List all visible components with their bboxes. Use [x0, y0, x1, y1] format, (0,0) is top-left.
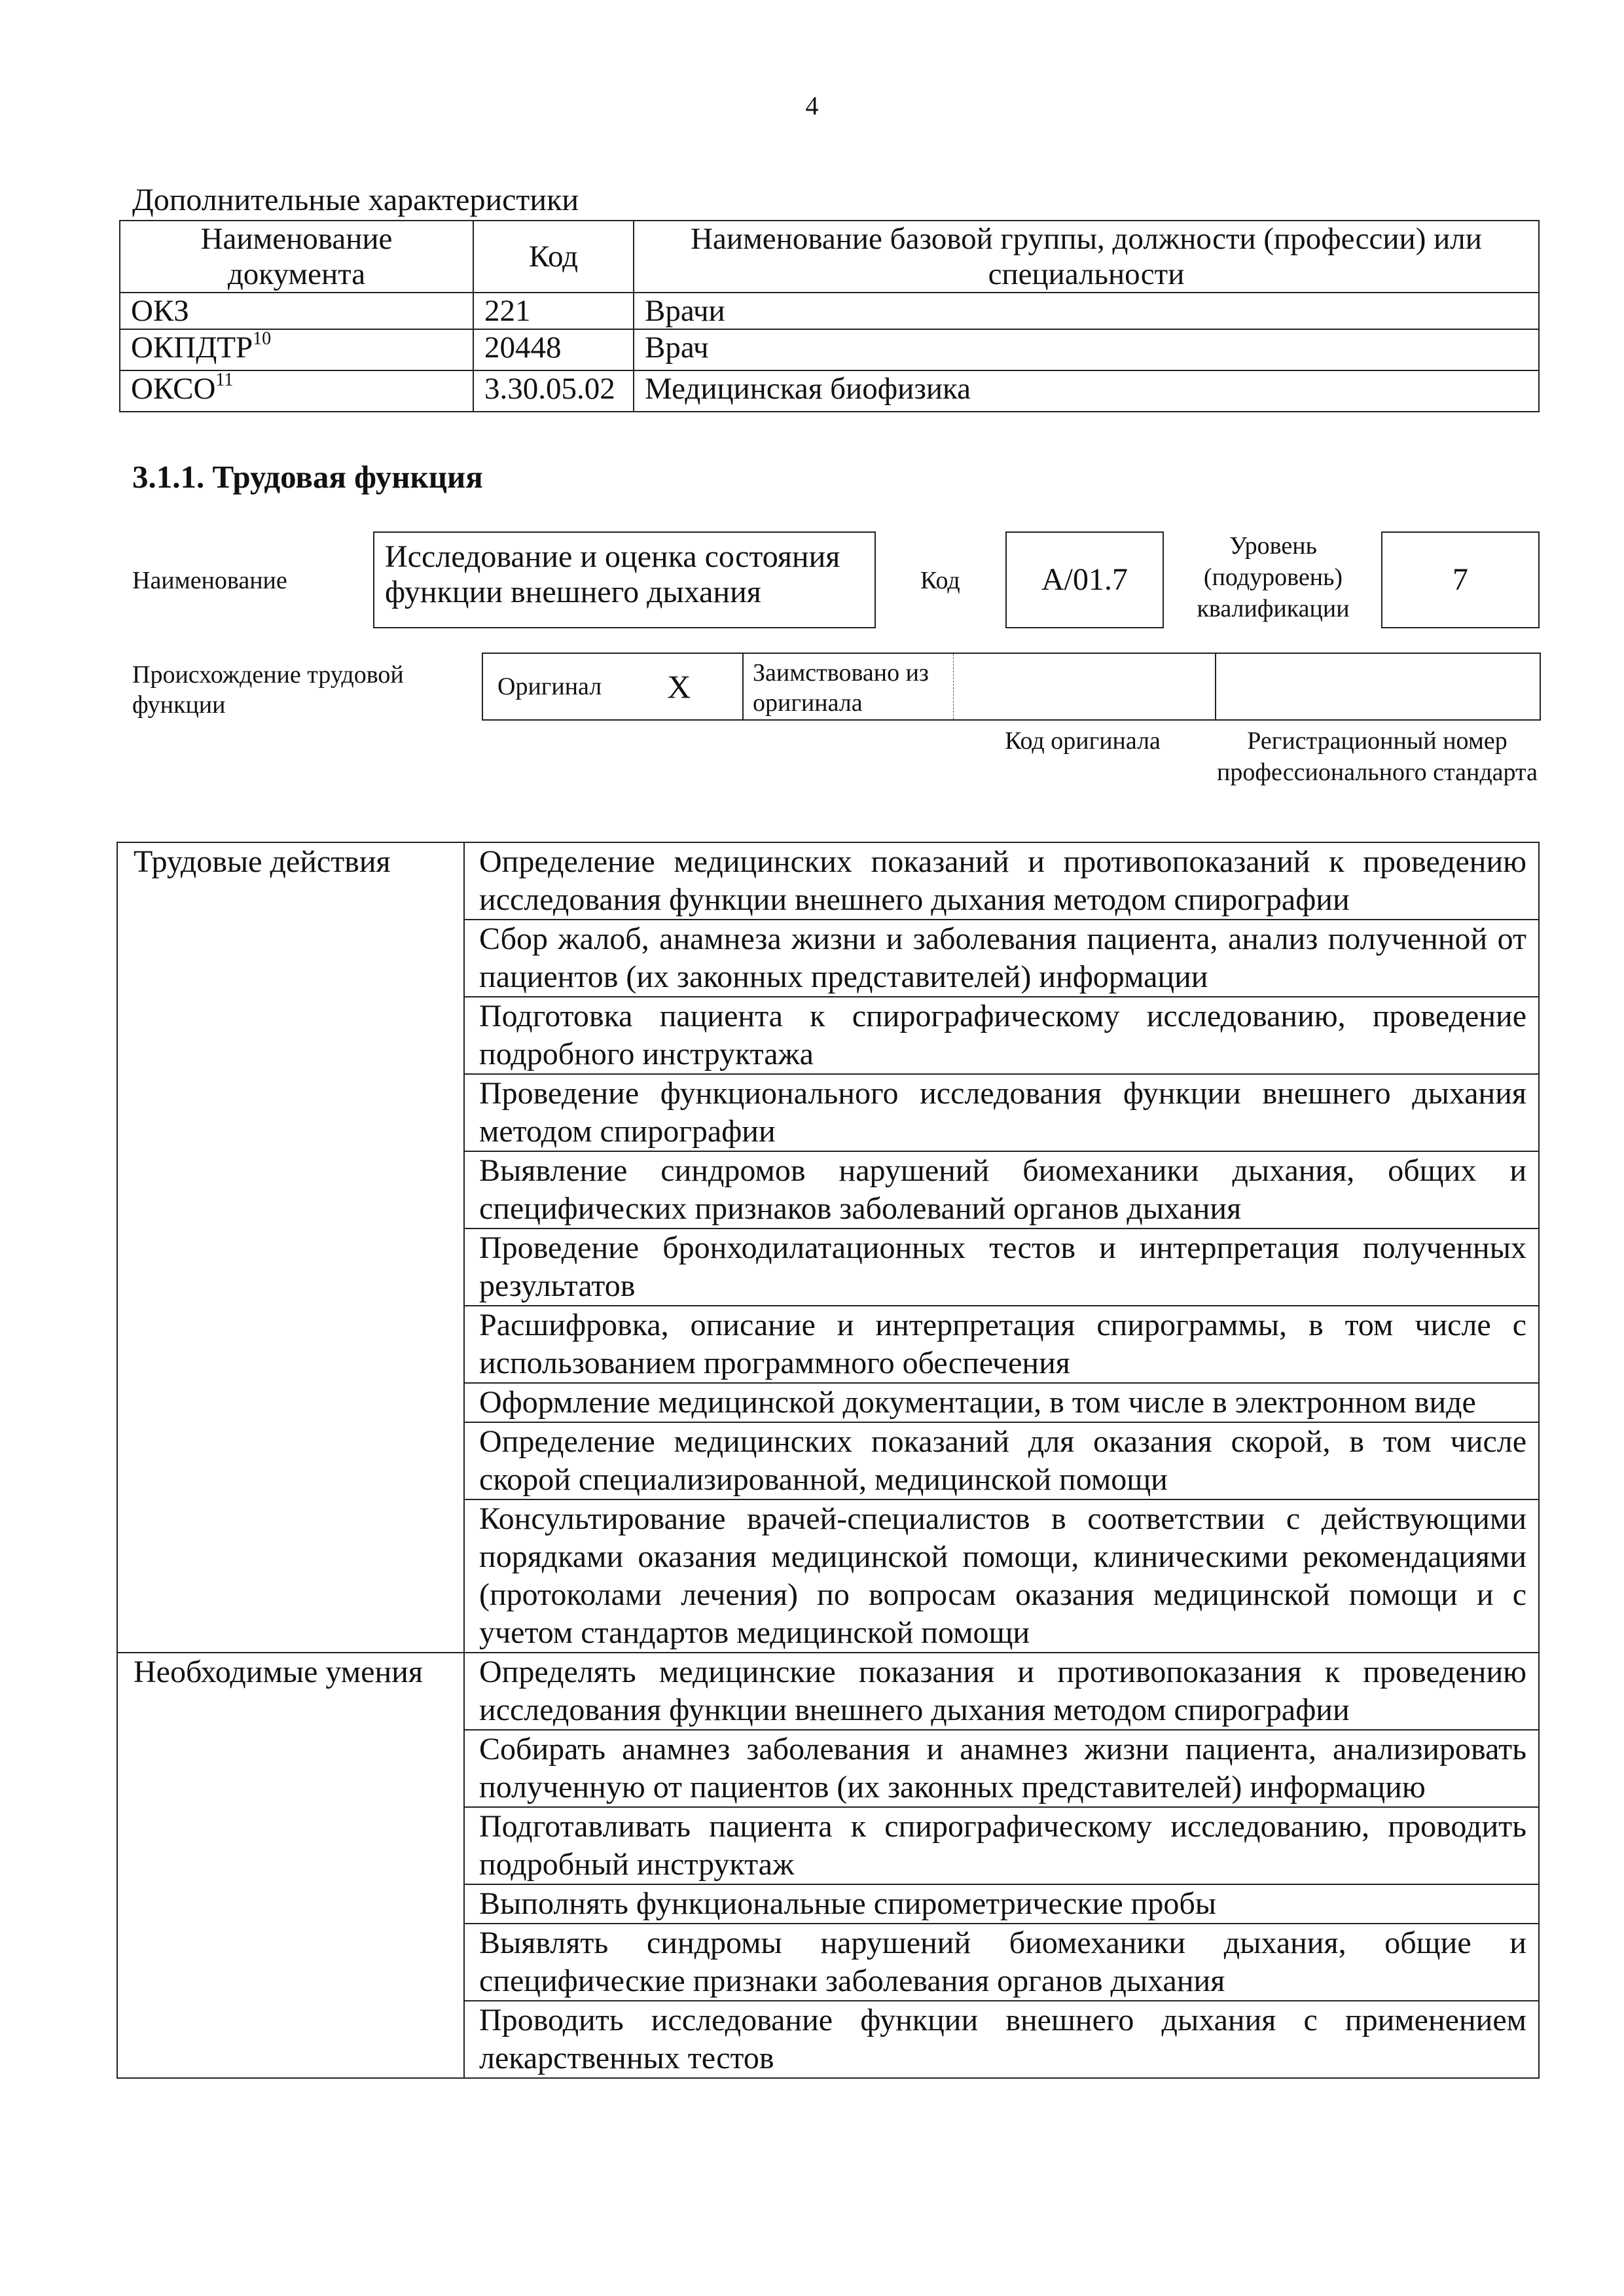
table-row	[120, 370, 1539, 412]
original-mark: X	[667, 668, 691, 705]
list-item: Определение медицинских показаний и противопоказаний к проведению исследования функции внешнего дыхания методом спирографии	[464, 842, 1539, 920]
row-code: 20448	[473, 329, 634, 370]
doc-label: ОКЗ	[131, 294, 189, 328]
list-item: Выполнять функциональные спирометрические пробы	[464, 1884, 1539, 1924]
required-skills-label: Необходимые умения	[117, 1653, 464, 2078]
origin-row	[482, 653, 1541, 721]
list-item: Оформление медицинской документации, в том числе в электронном виде	[464, 1383, 1539, 1422]
section-title: 3.1.1. Трудовая функция	[132, 459, 483, 495]
footnote-ref: 11	[215, 370, 234, 390]
footnote-ref: 10	[253, 329, 272, 349]
list-item: Консультирование врачей-специалистов в соответствии с действующими порядками оказания медицинской помощи, клиническими рекомендациями (протоколами лечения) по вопросам оказания медицинской помощи и с учетом стандартов медицинской помощи	[464, 1499, 1539, 1653]
labor-function-table	[117, 842, 1540, 2079]
list-item: Выявлять синдромы нарушений биомеханики дыхания, общие и специфические признаки заболевания органов дыхания	[464, 1924, 1539, 2001]
row-code: 221	[473, 293, 634, 329]
list-item: Подготовка пациента к спирографическому исследованию, проведение подробного инструктажа	[464, 997, 1539, 1074]
header-document: Наименование документа	[120, 221, 473, 293]
list-item: Подготавливать пациента к спирографическому исследованию, проводить подробный инструктаж	[464, 1807, 1539, 1884]
code-original-caption: Код оригинала	[1005, 727, 1161, 755]
function-name-box: Исследование и оценка состояния функции внешнего дыхания	[373, 531, 876, 628]
labor-actions-label: Трудовые действия	[117, 842, 464, 1653]
list-item: Определение медицинских показаний для оказания скорой, в том числе скорой специализированной, медицинской помощи	[464, 1422, 1539, 1499]
qualification-level-label: Уровень (подуровень) квалификации	[1197, 532, 1350, 622]
original-code-cell	[953, 654, 1215, 719]
row-code: 3.30.05.02	[473, 370, 634, 412]
name-label: Наименование	[132, 567, 287, 594]
row-name: Врач	[634, 329, 1539, 370]
registration-number-caption: Регистрационный номер профессионального стандарта	[1217, 727, 1538, 786]
doc-label: ОКПДТР	[131, 331, 253, 365]
row-doc	[120, 293, 473, 329]
list-item: Расшифровка, описание и интерпретация спирограммы, в том числе с использованием программного обеспечения	[464, 1306, 1539, 1383]
list-item: Собирать анамнез заболевания и анамнез жизни пациента, анализировать полученную от пациентов (их законных представителей) информацию	[464, 1730, 1539, 1807]
borrowed-label: Заимствовано из оригинала	[742, 654, 953, 719]
list-item: Определять медицинские показания и противопоказания к проведению исследования функции внешнего дыхания методом спирографии	[464, 1653, 1539, 1730]
original-label: Оригинал	[497, 673, 602, 700]
additional-characteristics-table	[119, 220, 1540, 412]
additional-characteristics-title: Дополнительные характеристики	[132, 183, 579, 217]
code-label: Код	[920, 567, 960, 594]
list-item: Сбор жалоб, анамнеза жизни и заболевания пациента, анализ полученной от пациентов (их законных представителей) информации	[464, 920, 1539, 997]
table-header-row	[120, 221, 1539, 293]
function-code-box: A/01.7	[1005, 531, 1164, 628]
original-cell	[483, 654, 742, 719]
table-row	[117, 1653, 1539, 1730]
list-item: Выявление синдромов нарушений биомеханики дыхания, общих и специфических признаков заболеваний органов дыхания	[464, 1151, 1539, 1229]
list-item: Проведение бронходилатационных тестов и интерпретация полученных результатов	[464, 1229, 1539, 1306]
qualification-level-box: 7	[1381, 531, 1540, 628]
list-item: Проведение функционального исследования функции внешнего дыхания методом спирографии	[464, 1074, 1539, 1151]
table-row	[120, 329, 1539, 370]
registration-number-cell	[1215, 654, 1540, 719]
row-doc	[120, 329, 473, 370]
origin-label: Происхождение трудовой функции	[132, 661, 404, 719]
header-group-name: Наименование базовой группы, должности (профессии) или специальности	[634, 221, 1539, 293]
row-name: Врачи	[634, 293, 1539, 329]
list-item: Проводить исследование функции внешнего дыхания с применением лекарственных тестов	[464, 2001, 1539, 2078]
table-row	[120, 293, 1539, 329]
doc-label: ОКСО	[131, 372, 216, 406]
header-code: Код	[473, 221, 634, 293]
row-doc	[120, 370, 473, 412]
row-name: Медицинская биофизика	[634, 370, 1539, 412]
table-row	[117, 842, 1539, 920]
page-number: 4	[805, 91, 819, 120]
